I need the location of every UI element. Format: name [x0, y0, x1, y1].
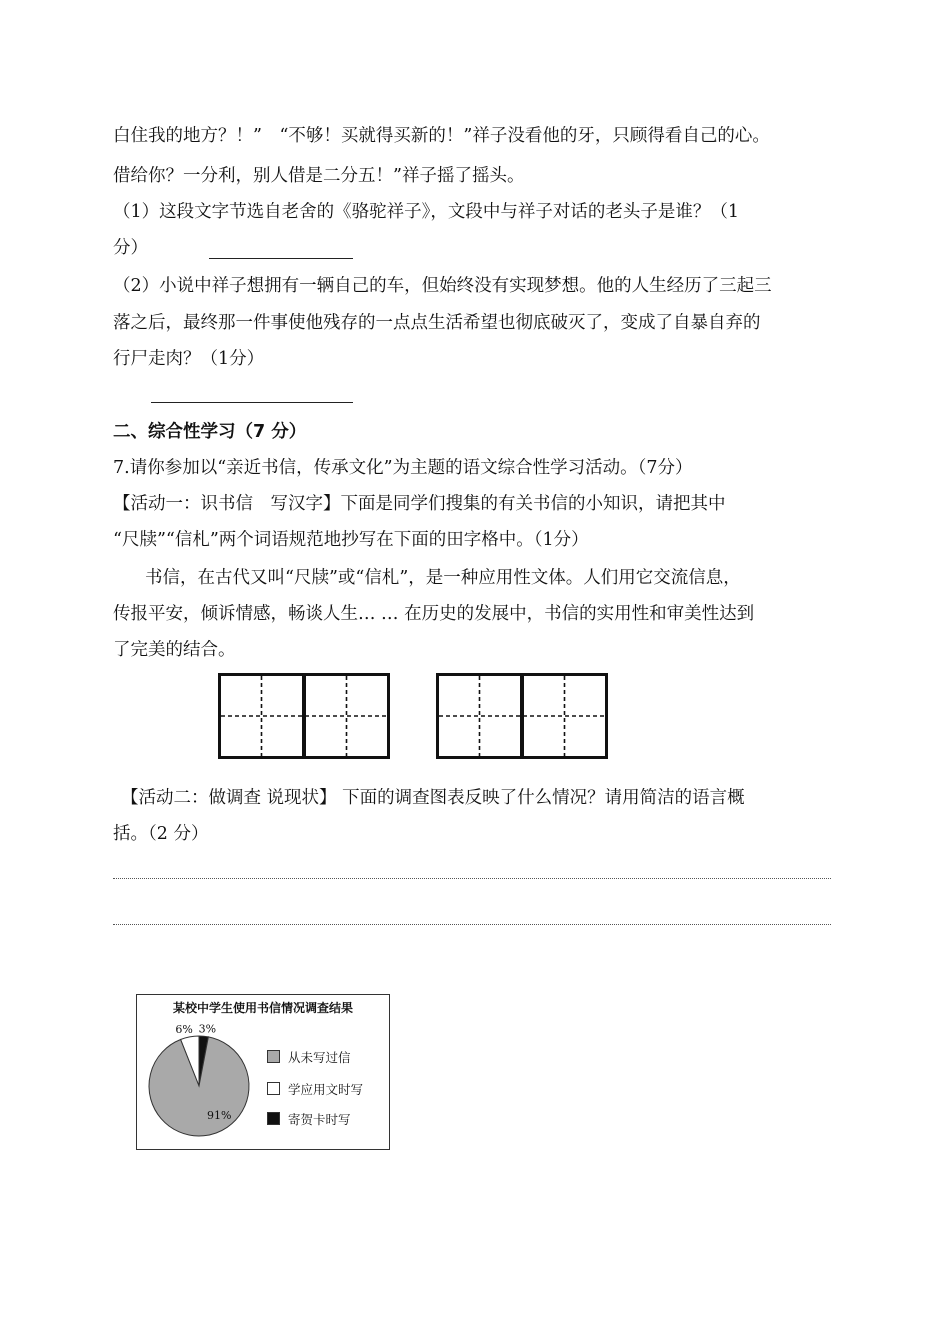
legend-swatch-black	[267, 1112, 280, 1125]
label-91-percent: 91%	[207, 1109, 232, 1122]
chart-title: 某校中学生使用书信情况调查结果	[172, 1001, 353, 1015]
section-heading: 二、综合性学习（7 分）	[113, 422, 307, 442]
question-2-line-2: 落之后，最终那一件事使他残存的一点点生活希望也彻底破灭了，变成了自暴自弃的	[113, 313, 761, 333]
question-2-line-1: （2）小说中祥子想拥有一辆自己的车，但始终没有实现梦想。他的人生经历了三起三	[113, 276, 772, 296]
legend-item-greeting-card	[267, 1112, 351, 1128]
legend-swatch-gray	[267, 1050, 280, 1063]
info-paragraph-line-1: 书信，在古代又叫“尺牍”或“信札”，是一种应用性文体。人们用它交流信息，	[145, 568, 741, 588]
activity-2-line-1: 【活动二：做调查 说现状】 下面的调查图表反映了什么情况？请用简洁的语言概	[121, 788, 745, 808]
passage-line-1: 白住我的地方？！” “不够！买就得买新的！”祥子没看他的牙，只顾得看自己的心。	[113, 126, 770, 146]
label-6-percent: 6%	[175, 1022, 193, 1036]
pie-svg	[137, 995, 389, 1149]
question-1-line-2: 分）	[113, 238, 148, 258]
question-1-line-1: （1）这段文字节选自老舍的《骆驼祥子》，文段中与祥子对话的老头子是谁？（1	[113, 202, 740, 222]
survey-pie-chart	[136, 994, 390, 1150]
label-3-percent: 3%	[198, 1022, 217, 1036]
passage-line-2: 借给你？一分利，别人借是二分五！”祥子摇了摇头。	[113, 166, 525, 186]
legend-label-greeting-card: 寄贺卡时写	[288, 1112, 351, 1127]
info-paragraph-line-3: 了完美的结合。	[113, 640, 236, 660]
activity-1-line-1: 【活动一：识书信 写汉字】下面是同学们搜集的有关书信的小知识，请把其中	[113, 494, 726, 514]
activity-1-line-2: “尺牍”“信札”两个词语规范地抄写在下面的田字格中。（1分）	[113, 530, 589, 550]
legend-swatch-white	[267, 1082, 280, 1095]
legend-label-never: 从未写过信	[288, 1050, 351, 1065]
answer-line-2[interactable]	[113, 924, 831, 925]
activity-2-line-2: 括。（2 分）	[113, 824, 209, 844]
tianzige-grid-left[interactable]	[218, 673, 390, 759]
answer-blank-1[interactable]	[209, 258, 353, 259]
legend-label-writing-class: 学应用文时写	[288, 1082, 364, 1097]
tianzige-grid-right[interactable]	[436, 673, 608, 759]
legend-item-writing-class	[267, 1082, 363, 1098]
question-7: 7.请你参加以“亲近书信，传承文化”为主题的语文综合性学习活动。（7分）	[113, 458, 693, 478]
legend-item-never	[267, 1050, 351, 1066]
info-paragraph-line-2: 传报平安，倾诉情感，畅谈人生… … 在历史的发展中，书信的实用性和审美性达到	[113, 604, 755, 624]
question-2-line-3: 行尸走肉？（1分）	[113, 349, 265, 369]
answer-line-1[interactable]	[113, 878, 831, 879]
answer-blank-2[interactable]	[151, 402, 353, 403]
